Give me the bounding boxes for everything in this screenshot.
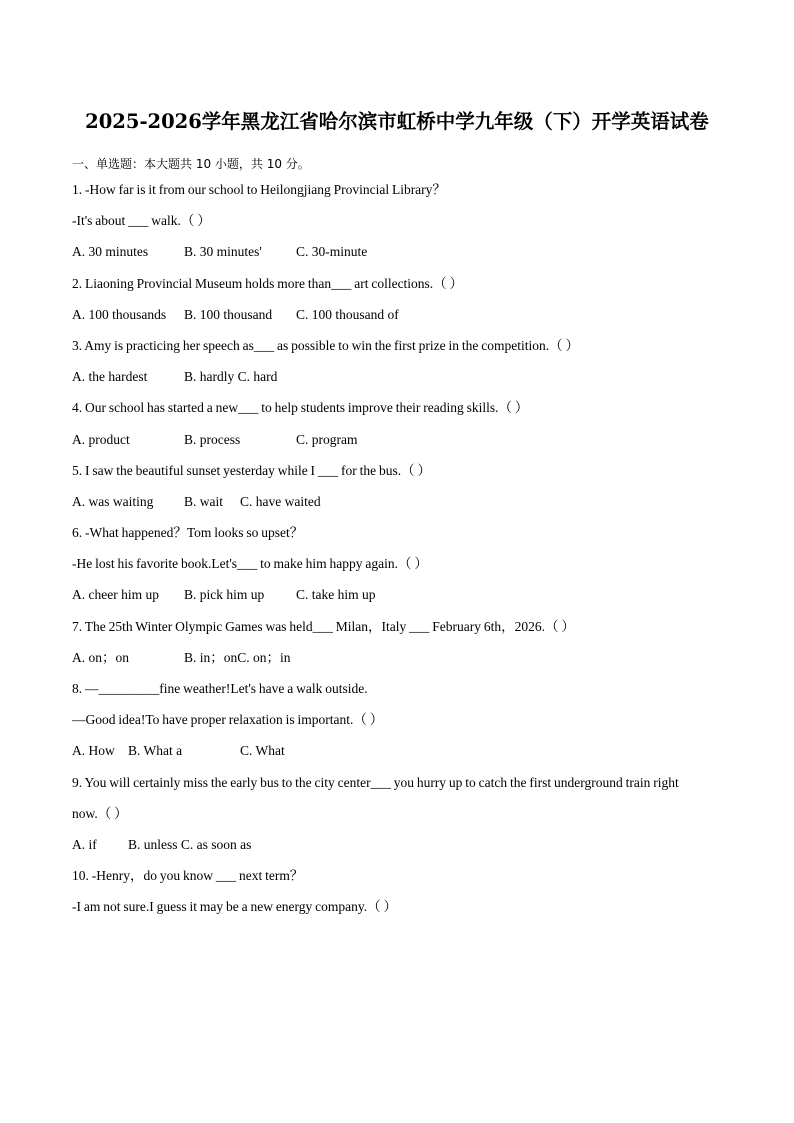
section-heading [72,154,722,174]
answer-option[interactable]: B. in；onC. on；in [184,649,291,665]
question-6 [72,517,722,611]
answer-option[interactable]: A. product [72,431,130,447]
question-3-stem-line: 3. Amy is practicing her speech as___ as possible to win the first prize in the competition.（ ） [72,337,580,353]
question-3-options [72,361,722,392]
question-9-options [72,829,722,860]
question-8-stem-line: 8. —_________fine weather!Let's have a walk outside. [72,681,368,696]
answer-option[interactable]: B. wait [184,493,223,509]
answer-option[interactable]: A. on；on [72,649,129,665]
question-5-options [72,486,722,517]
question-2-options [72,299,722,330]
answer-option[interactable]: A. cheer him up [72,587,159,603]
question-7 [72,611,722,673]
question-3 [72,330,722,392]
question-4-stem-line: 4. Our school has started a new___ to help students improve their reading skills.（ ） [72,400,529,416]
question-1-stem-line: 1. -How far is it from our school to Heilongjiang Provincial Library？ [72,182,446,197]
answer-option[interactable]: B. What a [128,743,183,759]
answer-option[interactable]: A. 100 thousands [72,306,167,322]
question-10-stem-line: 10. -Henry，do you know ___ next term？ [72,868,304,884]
answer-option[interactable]: A. How [72,743,115,759]
answer-option[interactable]: B. 100 thousand [184,306,273,322]
question-10 [72,860,722,922]
question-6-stem-line: -He lost his favorite book.Let's___ to make him happy again.（ ） [72,556,428,572]
answer-option[interactable]: C. 30-minute [296,244,368,260]
question-8 [72,673,722,767]
answer-option[interactable]: C. have waited [240,493,321,509]
question-6-options [72,579,722,610]
answer-option[interactable]: A. 30 minutes [72,244,149,260]
question-8-options [72,735,722,766]
answer-option[interactable]: B. pick him up [184,587,265,603]
question-5-stem-line: 5. I saw the beautiful sunset yesterday while I ___ for the bus.（ ） [72,462,432,478]
exam-title: 2025-2026学年黑龙江省哈尔滨市虹桥中学九年级（下）开学英语试卷 [85,110,709,133]
question-2-stem-line: 2. Liaoning Provincial Museum holds more than___ art collections.（ ） [72,275,464,291]
question-5 [72,455,722,517]
answer-option[interactable]: B. hardly C. hard [184,369,278,385]
question-9-stem-line: now.（ ） [72,805,128,821]
answer-option[interactable]: C. take him up [296,587,376,603]
question-7-options [72,642,722,673]
question-1 [72,174,722,268]
answer-option[interactable]: B. unless C. as soon as [128,836,252,852]
answer-option[interactable]: A. was waiting [72,493,154,509]
question-6-stem-line: 6. -What happened？Tom looks so upset？ [72,525,304,541]
question-9-stem-line: 9. You will certainly miss the early bus to the city center___ you hurry up to catch the first underground train right [72,774,679,790]
question-1-stem-line: -It's about ___ walk.（ ） [72,213,211,229]
question-8-stem-line: —Good idea!To have proper relaxation is important.（ ） [72,712,384,728]
answer-option[interactable]: B. 30 minutes' [184,244,262,260]
answer-option[interactable]: A. the hardest [72,369,148,385]
answer-option[interactable]: C. program [296,431,358,447]
answer-option[interactable]: B. process [184,431,241,447]
question-7-stem-line: 7. The 25th Winter Olympic Games was held___ Milan，Italy ___ February 6th，2026.（ ） [72,618,575,634]
question-4-options [72,424,722,455]
question-list [72,174,722,923]
question-9 [72,767,722,861]
section-heading-text: 一、单选题：本大题共 10 小题，共 10 分。 [72,157,310,171]
question-4 [72,392,722,454]
answer-option[interactable]: A. if [72,836,97,852]
question-1-options [72,236,722,267]
question-10-stem-line: -I am not sure.I guess it may be a new energy company.（ ） [72,899,398,915]
question-2 [72,268,722,330]
answer-option[interactable]: C. 100 thousand of [296,306,399,322]
answer-option[interactable]: C. What [240,743,285,759]
